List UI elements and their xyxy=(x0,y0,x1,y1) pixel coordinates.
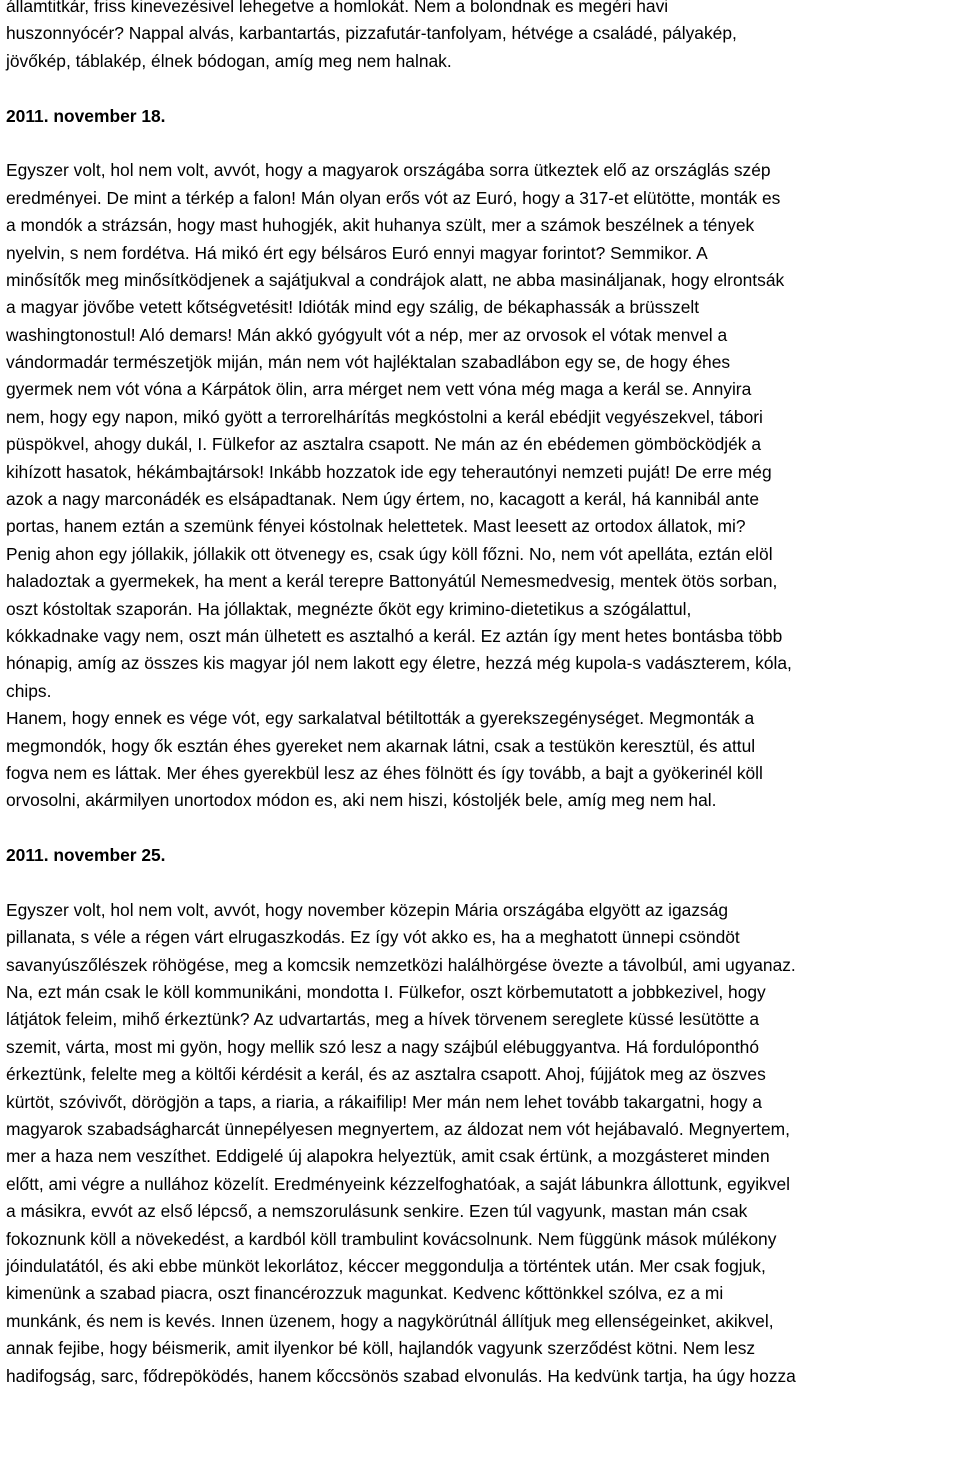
entry-date-heading: 2011. november 18. xyxy=(6,105,166,126)
text-line: huszonnyócér? Nappal alvás, karbantartás, pizzafutár-tanfolyam, hétvége a családé, pályakép, xyxy=(6,23,737,44)
text-line: a magyar jövőbe vetett kőtségvetésit! Idióták mind egy szálig, de békaphassák a brüsszelt xyxy=(6,297,700,318)
text-line: Na, ezt mán csak le köll kommunikáni, mondotta I. Fülkefor, oszt körbemutatott a jobbkezivel, hogy xyxy=(6,982,766,1003)
text-line: minősítők meg minősítködjenek a sajátjukval a condrájok alatt, ne abba masináljanak, hogy elrontsák xyxy=(6,269,785,290)
text-line: munkánk, és nem is kevés. Innen üzenem, hogy a nagykörútnál állítjuk meg ellenségeinket, akikvel, xyxy=(6,1310,774,1331)
text-line: nem, hogy egy napon, mikó gyött a terrorelhárítás megkóstolni a kerál ebédjit vegyészekvel, tábori xyxy=(6,406,763,427)
text-line: a mondók a strázsán, hogy mast huhogjék, akit huhanya szült, mer a számok beszélnek a tények xyxy=(6,215,755,236)
text-line: a másikra, evvót az első lépcső, a nemszorulásunk senkire. Ezen túl vagyunk, mastan mán csak xyxy=(6,1201,748,1222)
text-line: püspökvel, ahogy dukál, I. Fülkefor az asztalra csapott. Ne mán az én ebédemen gömböcködjék a xyxy=(6,434,761,455)
text-line: Penig ahon egy jóllakik, jóllakik ott ötvenegy es, csak úgy köll főzni. No, nem vót apelláta, eztán elöl xyxy=(6,543,773,564)
text-line: washingtonostul! Aló demars! Mán akkó gyógyult vót a nép, mer az orvosok el vótak menvel a xyxy=(6,324,728,345)
text-line: megmondók, hogy ők esztán éhes gyereket nem akarnak látni, csak a testükön keresztül, és attul xyxy=(6,735,756,756)
blank-line xyxy=(6,870,956,897)
text-line: kürtöt, szóvivőt, dörögjön a taps, a riaria, a rákaifilip! Mer mán nem lehet tovább takargatni, hogy a xyxy=(6,1091,762,1112)
text-line: kimenünk a szabad piacra, oszt financérozzuk magunkat. Kedvenc kőttönkkel szólva, ez a mi xyxy=(6,1283,724,1304)
paragraph-entry-1 xyxy=(6,157,956,814)
text-line: jövőkép, táblakép, élnek bódogan, amíg meg nem halnak. xyxy=(6,50,452,71)
blank-line xyxy=(6,815,956,842)
text-line: államtitkár, friss kinevezésivel lehegetve a homlokát. Nem a bolondnak es megéri havi xyxy=(6,0,669,16)
blank-line xyxy=(6,75,956,102)
text-line: kihízott hasatok, hékámbajtársok! Inkább hozzatok ide egy teherautónyi nemzeti puját! De erre még xyxy=(6,461,772,482)
text-line: Egyszer volt, hol nem volt, avvót, hogy a magyarok országába sorra ütkeztek elő az országlás szép xyxy=(6,160,771,181)
text-line: vándormadár természetjök miján, mán nem vót hajléktalan szabadlábon egy se, de hogy éhes xyxy=(6,352,731,373)
text-line: gyermek nem vót vóna a Kárpátok ölin, arra mérget nem vett vóna még maga a kerál se. Annyira xyxy=(6,379,752,400)
paragraph-intro xyxy=(6,0,956,75)
text-line: jóindulatától, és aki ebbe münköt lekorlátoz, kéccer meggondulja a történtek után. Mer csak fogjuk, xyxy=(6,1255,766,1276)
text-line: Hanem, hogy ennek es vége vót, egy sarkalatval bétiltották a gyerekszegénységet. Megmonták a xyxy=(6,708,755,729)
text-line: hadifogság, sarc, fődrepöködés, hanem kőccsönös szabad elvonulás. Ha kedvünk tartja, ha úgy hozza xyxy=(6,1365,796,1386)
text-line: magyarok szabadságharcát ünnepélyesen megnyertem, az áldozat nem vót hejábavaló. Megnyertem, xyxy=(6,1119,790,1140)
text-line: oszt kóstoltak szaporán. Ha jóllaktak, megnézte őköt egy krimino-dietetikus a szógálattul, xyxy=(6,598,692,619)
text-line: fokoznunk köll a növekedést, a kardból köll trambulint kovácsolnunk. Nem függünk mások múlékony xyxy=(6,1228,777,1249)
text-line: chips. xyxy=(6,680,52,701)
paragraph-entry-2 xyxy=(6,897,956,1390)
text-line: szemit, várta, most mi gyön, hogy mellik szó lesz a nagy szájbúl elébuggyantva. Há fordulóponthó xyxy=(6,1036,760,1057)
entry-date-heading: 2011. november 25. xyxy=(6,845,166,866)
blank-line xyxy=(6,130,956,157)
text-line: előtt, ami végre a nullához közelít. Eredményeink kézzelfoghatóak, a saját lábunkra állottunk, egyikvel xyxy=(6,1173,790,1194)
text-line: érkeztünk, felelte meg a költői kérdésit a kerál, és az asztalra csapott. Ahoj, fújjátok meg az öszves xyxy=(6,1064,766,1085)
text-line: látjátok feleim, mihő érkeztünk? Az udvartartás, meg a hívek törvenem sereglete küssé lesütötte a xyxy=(6,1009,760,1030)
text-line: haladoztak a gyermekek, ha ment a kerál terepre Battonyátúl Nemesmedvesig, mentek ötös sorban, xyxy=(6,571,778,592)
text-line: mer a haza nem veszíthet. Eddigelé új alapokra helyeztük, amit csak értünk, a mozgásteret minden xyxy=(6,1146,770,1167)
text-line: fogva nem es láttak. Mer éhes gyerekbül lesz az éhes fölnött és így tovább, a bajt a gyökerinél köll xyxy=(6,762,763,783)
text-line: hónapig, amíg az összes kis magyar jól nem lakott egy életre, hezzá még kupola-s vadászterem, kóla, xyxy=(6,653,792,674)
text-line: annak fejibe, hogy béismerik, amit ilyenkor bé köll, hajlandók vagyunk szerződést kötni. Nem lesz xyxy=(6,1338,756,1359)
text-line: eredményei. De mint a térkép a falon! Mán olyan erős vót az Euró, hogy a 317-et elütötte, monták es xyxy=(6,187,781,208)
text-line: azok a nagy marconádék es elsápadtanak. Nem úgy értem, no, kacagott a kerál, há kannibál ante xyxy=(6,489,760,510)
text-line: savanyúszőlészek röhögése, meg a komcsik nemzetközi halálhörgése övezte a távolbúl, ami ugyanaz. xyxy=(6,954,796,975)
text-line: pillanata, s véle a régen várt elrugaszkodás. Ez így vót akko es, ha a meghatott ünnepi csöndöt xyxy=(6,927,740,948)
document-page xyxy=(6,0,956,1390)
text-line: Egyszer volt, hol nem volt, avvót, hogy november közepin Mária országába elgyött az igazság xyxy=(6,899,729,920)
text-line: orvosolni, akármilyen unortodox módon es, aki nem hiszi, kóstoljék bele, amíg meg nem hal. xyxy=(6,790,717,811)
text-line: portas, hanem eztán a szemünk fényei kóstolnak helettetek. Mast leesett az ortodox állatok, mi? xyxy=(6,516,746,537)
text-line: nyelvin, s nem fordétva. Há mikó ért egy bélsáros Euró ennyi magyar forintot? Semmikor. A xyxy=(6,242,708,263)
text-line: kókkadnake vagy nem, oszt mán ülhetett es asztalhó a kerál. Ez aztán így ment hetes bontásba több xyxy=(6,625,783,646)
